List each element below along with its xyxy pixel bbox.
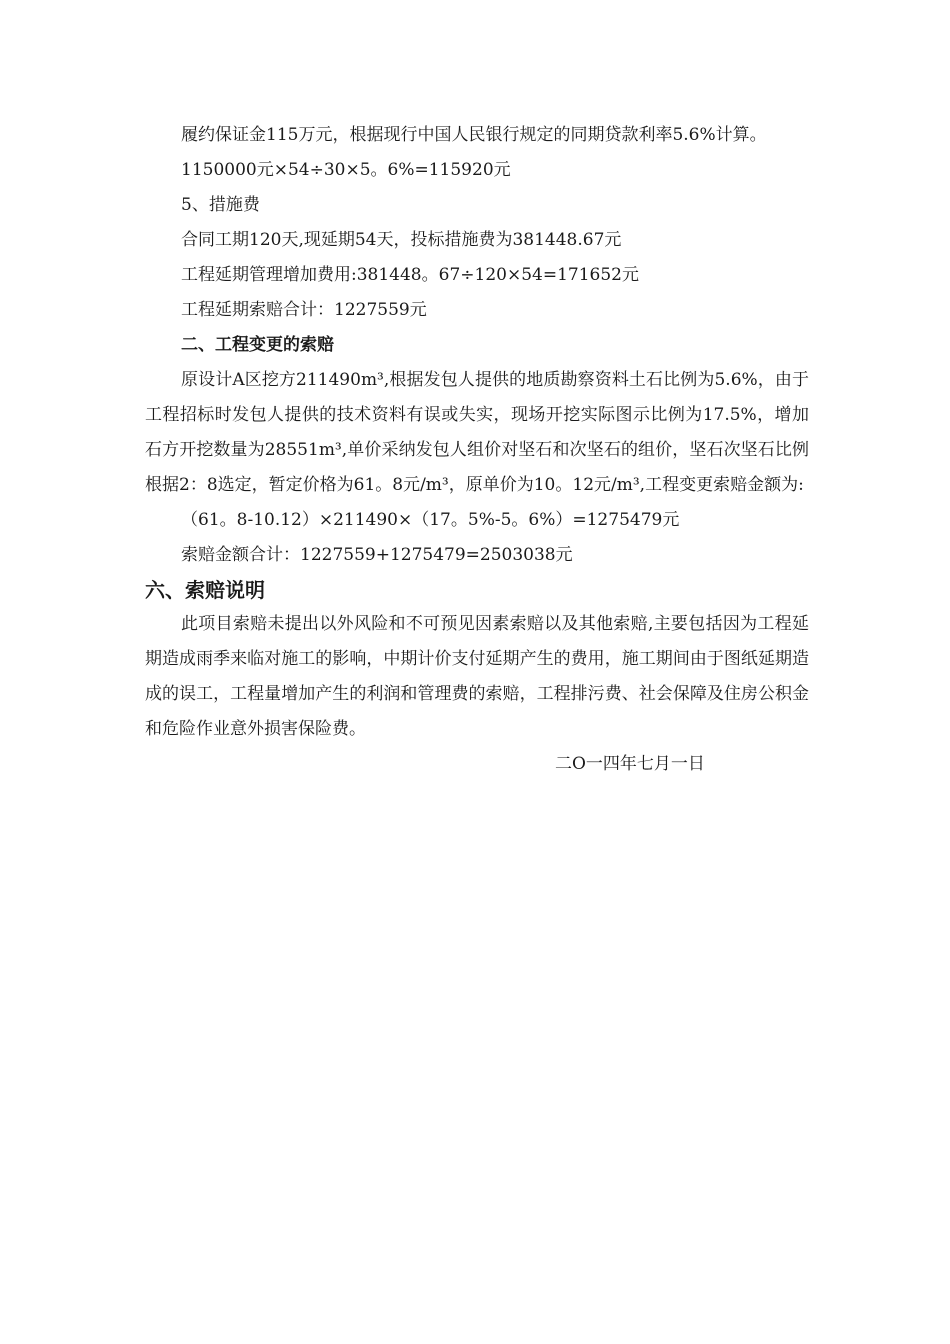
section-heading-engineering-change: 二、工程变更的索赔	[181, 335, 334, 355]
paragraph-engineering-change: 原设计A区挖方211490m³,根据发包人提供的地质勘察资料土石比例为5.6%，由于工程招标时发包人提供的技术资料有误或失实，现场开挖实际图示比例为17.5%，增加石方开挖数量为28551m³,单价采纳发包人组价对坚石和次坚石的组价，坚石次坚石比例根据2：8选定，暂定价格为61。8元/m³，原单价为10。12元/m³,工程变更索赔金额为:	[145, 370, 809, 495]
section-heading-claim-notes: 六、索赔说明	[145, 578, 265, 602]
paragraph-delay-total: 工程延期索赔合计：1227559元	[181, 300, 427, 320]
paragraph-measures-fee-title: 5、措施费	[181, 195, 260, 215]
document-body	[145, 118, 809, 782]
paragraph-management-fee: 工程延期管理增加费用:381448。67÷120×54=171652元	[181, 265, 639, 285]
paragraph-contract-period: 合同工期120天,现延期54天，投标措施费为381448.67元	[181, 230, 622, 250]
paragraph-bond-calculation: 1150000元×54÷30×5。6%=115920元	[181, 160, 511, 180]
paragraph-performance-bond: 履约保证金115万元，根据现行中国人民银行规定的同期贷款利率5.6%计算。	[181, 125, 767, 145]
paragraph-claim-notes: 此项目索赔未提出以外风险和不可预见因素索赔以及其他索赔,主要包括因为工程延期造成雨季来临对施工的影响，中期计价支付延期产生的费用，施工期间由于图纸延期造成的误工，工程量增加产生的利润和管理费的索赔，工程排污费、社会保障及住房公积金和危险作业意外损害保险费。	[145, 614, 809, 739]
paragraph-change-formula: （61。8-10.12）×211490×（17。5%-5。6%）=1275479元	[181, 510, 680, 530]
paragraph-claim-total: 索赔金额合计：1227559+1275479=2503038元	[181, 545, 573, 565]
document-date: 二O一四年七月一日	[555, 754, 705, 774]
